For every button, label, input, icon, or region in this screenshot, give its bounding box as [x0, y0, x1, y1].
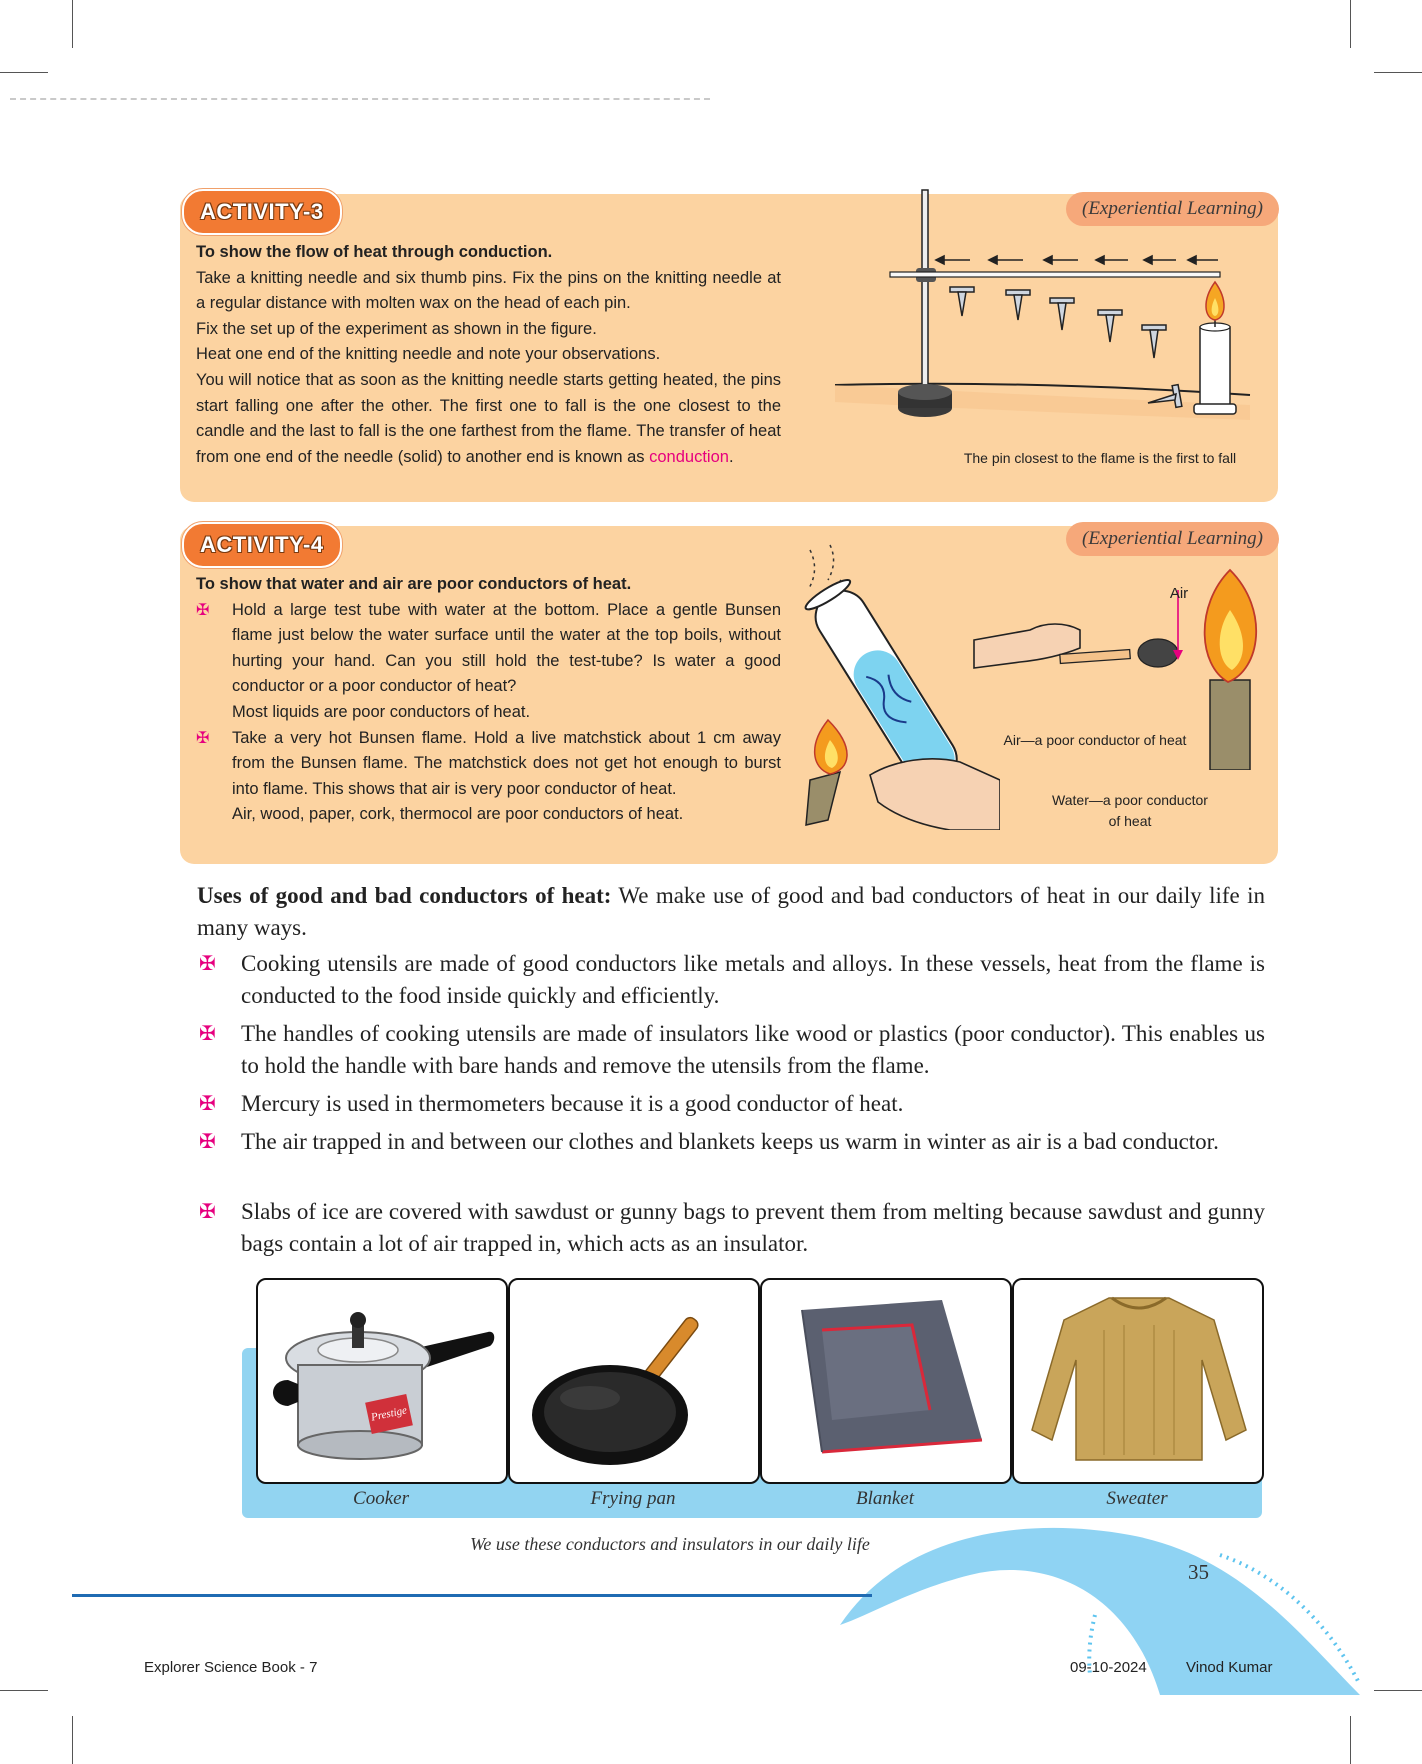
activity-3-line: Take a knitting needle and six thumb pins. Fix the pins on the knitting needle at a regular distance with molten wax on the head of each pin.	[196, 268, 781, 313]
experiential-learning-label: (Experiential Learning)	[1066, 192, 1279, 226]
activity-4-bullet: ✠ Hold a large test tube with water at the bottom. Place a gentle Bunsen flame just below the water surface until the water at the top boils, without hurting your hand. Can you still hold the test-tube? Is water a good conductor or a poor conductor of heat? Most liquids are poor conductors of heat.	[196, 598, 781, 726]
sweater-picture	[1012, 1278, 1264, 1484]
cooker-picture	[256, 1278, 508, 1484]
frying-pan-caption: Frying pan	[590, 1488, 676, 1509]
footer-book-title: Explorer Science Book - 7	[144, 1659, 318, 1676]
page-number: 35	[1188, 1560, 1209, 1584]
svg-text:Prestige: Prestige	[370, 1404, 408, 1424]
activity-4-tag: ACTIVITY-4	[182, 522, 342, 568]
crop-mark	[0, 1690, 48, 1691]
cooker-icon	[258, 1280, 506, 1482]
activity-3-observation: You will notice that as soon as the knitting needle starts getting heated, the pins start falling one after the other. The first one to fall is the one closest to the candle and the last to fall is the one farthest from the flame. The transfer of heat from one end of the needle (solid) to another end is known as conduction.	[196, 370, 781, 466]
conduction-experiment-illustration	[830, 180, 1270, 440]
activity-3-text	[196, 240, 781, 470]
crop-mark	[1374, 72, 1422, 73]
blanket-picture	[760, 1278, 1012, 1484]
bullet-marker-icon: ✠	[199, 1093, 216, 1115]
activity-4-text	[196, 572, 781, 828]
activity-3-line: Heat one end of the knitting needle and note your observations.	[196, 345, 661, 364]
dashed-guide	[10, 98, 710, 100]
sweater-icon	[1014, 1280, 1262, 1482]
cooker-caption: Cooker	[353, 1488, 409, 1509]
conduction-term: conduction	[649, 447, 729, 466]
crop-mark	[1374, 1690, 1422, 1691]
bullet-marker-icon: ✠	[196, 601, 210, 619]
uses-bullet: ✠ Cooking utensils are made of good conductors like metals and alloys. In these vessels, heat from the flame is conducted to the food inside quickly and efficiently.	[197, 948, 1265, 1012]
bullet-marker-icon: ✠	[196, 729, 210, 747]
sweater-caption: Sweater	[1106, 1488, 1168, 1509]
frying-pan-picture	[508, 1278, 760, 1484]
air-label: Air	[1169, 585, 1189, 602]
uses-bullet: ✠ Slabs of ice are covered with sawdust or gunny bags to prevent them from melting because sawdust and gunny bags contain a lot of air trapped in, which acts as an insulator.	[197, 1196, 1265, 1260]
footer-date: 09-10-2024	[1070, 1659, 1147, 1676]
blanket-caption: Blanket	[855, 1488, 915, 1509]
blanket-icon	[762, 1280, 1010, 1482]
water-caption: Water—a poor conductor of heat	[1052, 792, 1208, 829]
footer-author: Vinod Kumar	[1186, 1659, 1273, 1676]
uses-intro: Uses of good and bad conductors of heat: We make use of good and bad conductors of heat in our daily life in many ways.	[197, 883, 1265, 940]
crop-mark	[72, 1716, 73, 1764]
activity-3-tag: ACTIVITY-3	[182, 189, 342, 235]
experiential-learning-label: (Experiential Learning)	[1066, 522, 1279, 556]
activity-3-line: Fix the set up of the experiment as shown in the figure.	[196, 319, 597, 338]
crop-mark	[1350, 1716, 1351, 1764]
pictures-main-caption: We use these conductors and insulators in our daily life	[470, 1534, 870, 1554]
activity-3-figure-caption: The pin closest to the flame is the first to fall	[963, 450, 1237, 466]
air-caption: Air—a poor conductor of heat	[1003, 732, 1187, 748]
frying-pan-icon	[510, 1280, 758, 1482]
crop-mark	[0, 72, 48, 73]
footer-rule	[72, 1594, 872, 1597]
bullet-marker-icon: ✠	[199, 1201, 216, 1223]
activity-3-heading: To show the flow of heat through conduction.	[196, 243, 553, 261]
crop-mark	[72, 0, 73, 48]
bullet-marker-icon: ✠	[199, 953, 216, 975]
crop-mark	[1350, 0, 1351, 48]
uses-bullet: ✠ Mercury is used in thermometers because it is a good conductor of heat.	[197, 1088, 1265, 1120]
activity-4-bullet: ✠ Take a very hot Bunsen flame. Hold a live matchstick about 1 cm away from the Bunsen flame. The matchstick does not get hot enough to burst into flame. This shows that air is very poor conductor of heat. Air, wood, paper, cork, thermocol are poor conductors of heat.	[196, 726, 781, 828]
uses-bullet: ✠ The handles of cooking utensils are made of insulators like wood or plastics (poor conductor). This enables us to hold the handle with bare hands and remove the utensils from the flame.	[197, 1018, 1265, 1082]
uses-bullet: ✠ The air trapped in and between our clothes and blankets keeps us warm in winter as air is a bad conductor.	[197, 1126, 1265, 1158]
activity-4-heading: To show that water and air are poor conductors of heat.	[196, 575, 632, 593]
bullet-marker-icon: ✠	[199, 1131, 216, 1153]
bullet-marker-icon: ✠	[199, 1023, 216, 1045]
uses-title: Uses of good and bad conductors of heat:	[197, 883, 612, 908]
